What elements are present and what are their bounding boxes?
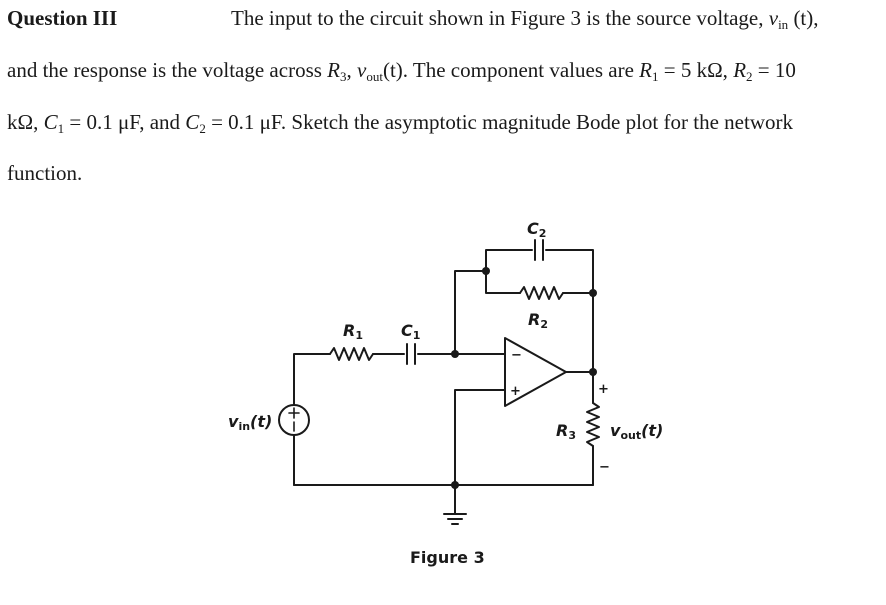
c2-value: = 0.1 μF. Sketch the asymptotic magnitude Bode plot for the network <box>205 110 793 134</box>
c1-subscript: 1 <box>57 121 65 136</box>
label-r3: R3 <box>556 421 576 442</box>
label-vout: vout(t) <box>610 421 664 442</box>
opamp-minus-sign: − <box>511 348 522 363</box>
r1-symbol: R <box>639 58 652 82</box>
vout-plus-sign: + <box>598 382 609 397</box>
vout-argument: (t) <box>382 58 403 82</box>
resistor-r3 <box>587 403 599 446</box>
vout-symbol: v <box>357 58 367 82</box>
line1-text: The input to the circuit shown in Figure 3 is the source voltage, <box>231 6 769 30</box>
c1-symbol: C <box>43 110 58 134</box>
label-vin: vin(t) <box>228 412 273 433</box>
label-r1: R1 <box>343 321 363 342</box>
junction-c2-r2 <box>482 267 490 275</box>
line2-part1: and the response is the voltage across <box>7 58 328 82</box>
vin-subscript: in <box>778 17 789 32</box>
line2-part2: , <box>346 58 357 82</box>
c2-subscript: 2 <box>199 121 206 136</box>
label-c1: C1 <box>401 321 421 342</box>
figure-caption: Figure 3 <box>410 548 485 567</box>
resistor-r2 <box>520 287 563 299</box>
line2-part3: . The component values are <box>402 58 640 82</box>
vin-symbol: v <box>768 6 779 30</box>
c1-value: = 0.1 μF, and <box>64 110 186 134</box>
junction-dots <box>451 267 597 489</box>
r1-value: = 5 kΩ, <box>658 58 734 82</box>
junction-inverting-node <box>451 350 459 358</box>
label-c2: C2 <box>527 219 547 240</box>
resistor-r1 <box>330 348 373 360</box>
wire-noninverting-input <box>455 390 505 485</box>
r3-subscript: 3 <box>340 69 347 84</box>
junction-output-top <box>589 289 597 297</box>
r2-subscript: 2 <box>746 69 753 84</box>
junction-output <box>589 368 597 376</box>
line4-text: function. <box>7 161 83 185</box>
r1-subscript: 1 <box>651 69 659 84</box>
r2-value: = 10 <box>752 58 796 82</box>
question-title-text: Question III <box>7 6 118 30</box>
vout-minus-sign: − <box>599 460 610 475</box>
c2-symbol: C <box>185 110 200 134</box>
vin-argument: (t), <box>788 6 819 30</box>
wire-r2-left <box>486 271 520 293</box>
wire-c2-right <box>546 250 593 293</box>
wire-source-top <box>294 354 330 405</box>
opamp-plus-sign: + <box>510 384 521 399</box>
vout-subscript: out <box>366 69 383 84</box>
wire-c2-left <box>455 250 532 354</box>
label-r2: R2 <box>528 310 548 331</box>
junction-ground <box>451 481 459 489</box>
r3-symbol: R <box>327 58 340 82</box>
line3-part1: kΩ, <box>7 110 44 134</box>
r2-symbol: R <box>733 58 747 82</box>
